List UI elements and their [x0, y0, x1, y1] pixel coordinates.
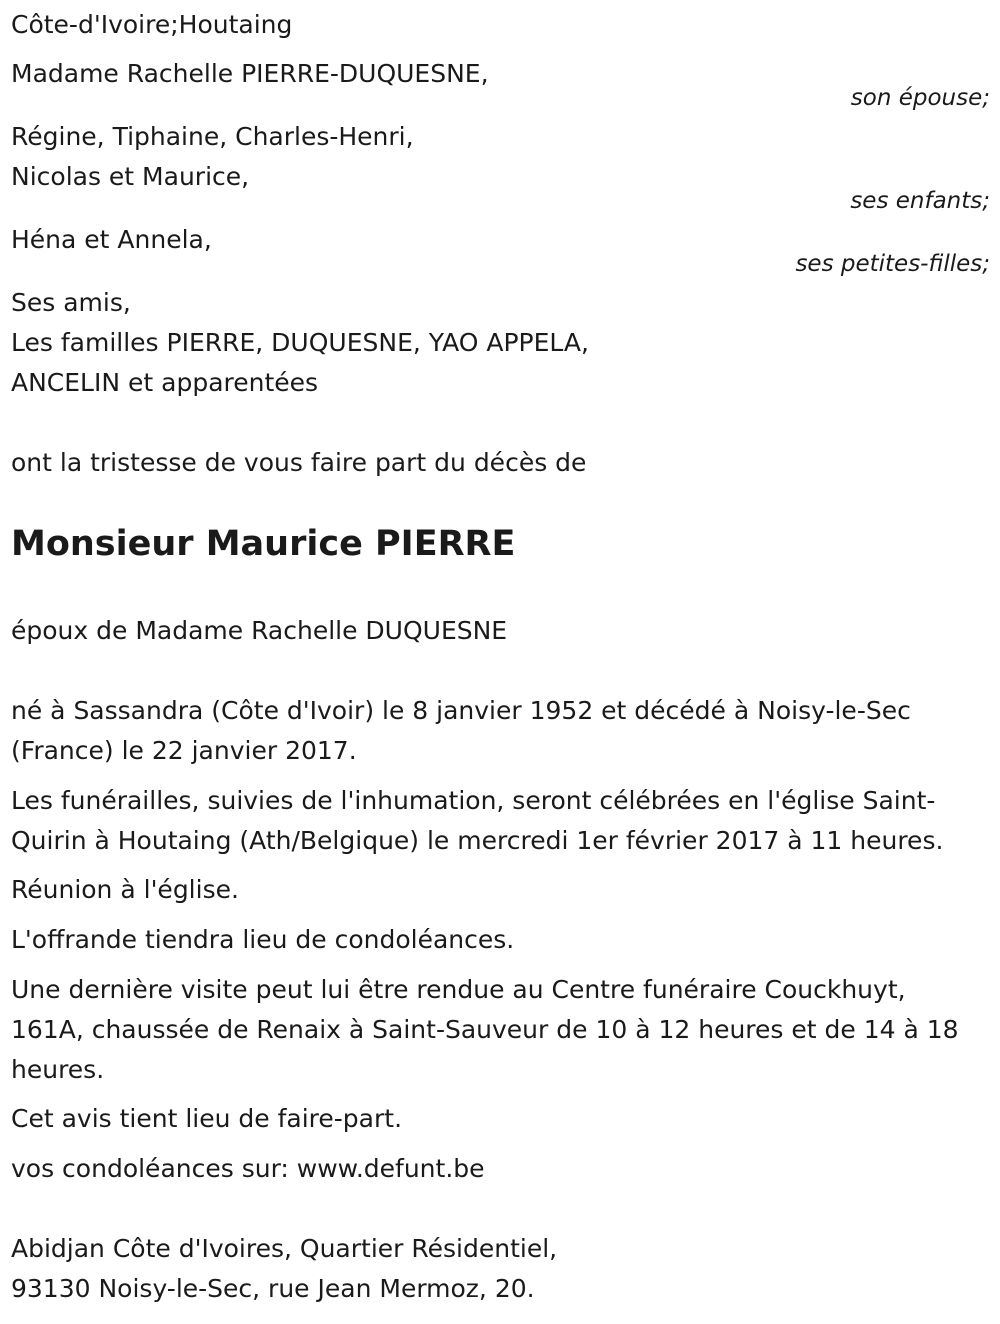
- grandchildren-name: Héna et Annela,: [11, 225, 212, 254]
- spouse-name: Madame Rachelle PIERRE-DUQUESNE,: [11, 59, 489, 88]
- deceased-name: Monsieur Maurice PIERRE: [11, 524, 516, 564]
- funeral-line-2: Quirin à Houtaing (Ath/Belgique) le mercredi 1er février 2017 à 11 heures.: [11, 826, 944, 855]
- birth-death-line-2: (France) le 22 janvier 2017.: [11, 736, 357, 765]
- families-line-2: ANCELIN et apparentées: [11, 368, 319, 397]
- visit-line-2: 161A, chaussée de Renaix à Saint-Sauveur de 10 à 12 heures et de 14 à 18: [11, 1015, 959, 1044]
- spouse-role: son épouse;: [850, 85, 990, 111]
- children-role: ses enfants;: [850, 188, 990, 214]
- announcement: ont la tristesse de vous faire part du décès de: [11, 448, 587, 477]
- funeral-line-1: Les funérailles, suivies de l'inhumation, seront célébrées en l'église Saint-: [11, 786, 936, 815]
- address-line-1: Abidjan Côte d'Ivoires, Quartier Résidentiel,: [11, 1234, 558, 1263]
- location-header: Côte-d'Ivoire;Houtaing: [11, 10, 293, 39]
- friends: Ses amis,: [11, 288, 131, 317]
- children-line-1: Régine, Tiphaine, Charles-Henri,: [11, 122, 414, 151]
- meeting: Réunion à l'église.: [11, 875, 239, 904]
- grandchildren-role: ses petites-filles;: [795, 251, 990, 277]
- visit-line-3: heures.: [11, 1055, 105, 1084]
- families-line-1: Les familles PIERRE, DUQUESNE, YAO APPELA,: [11, 328, 589, 357]
- condolences: vos condoléances sur: www.defunt.be: [11, 1154, 485, 1183]
- children-line-2: Nicolas et Maurice,: [11, 162, 250, 191]
- visit-line-1: Une dernière visite peut lui être rendue au Centre funéraire Couckhuyt,: [11, 975, 906, 1004]
- address-line-2: 93130 Noisy-le-Sec, rue Jean Mermoz, 20.: [11, 1274, 535, 1303]
- birth-death-line-1: né à Sassandra (Côte d'Ivoir) le 8 janvier 1952 et décédé à Noisy-le-Sec: [11, 696, 911, 725]
- offering: L'offrande tiendra lieu de condoléances.: [11, 925, 515, 954]
- spouse-of: époux de Madame Rachelle DUQUESNE: [11, 616, 508, 645]
- notice: Cet avis tient lieu de faire-part.: [11, 1104, 403, 1133]
